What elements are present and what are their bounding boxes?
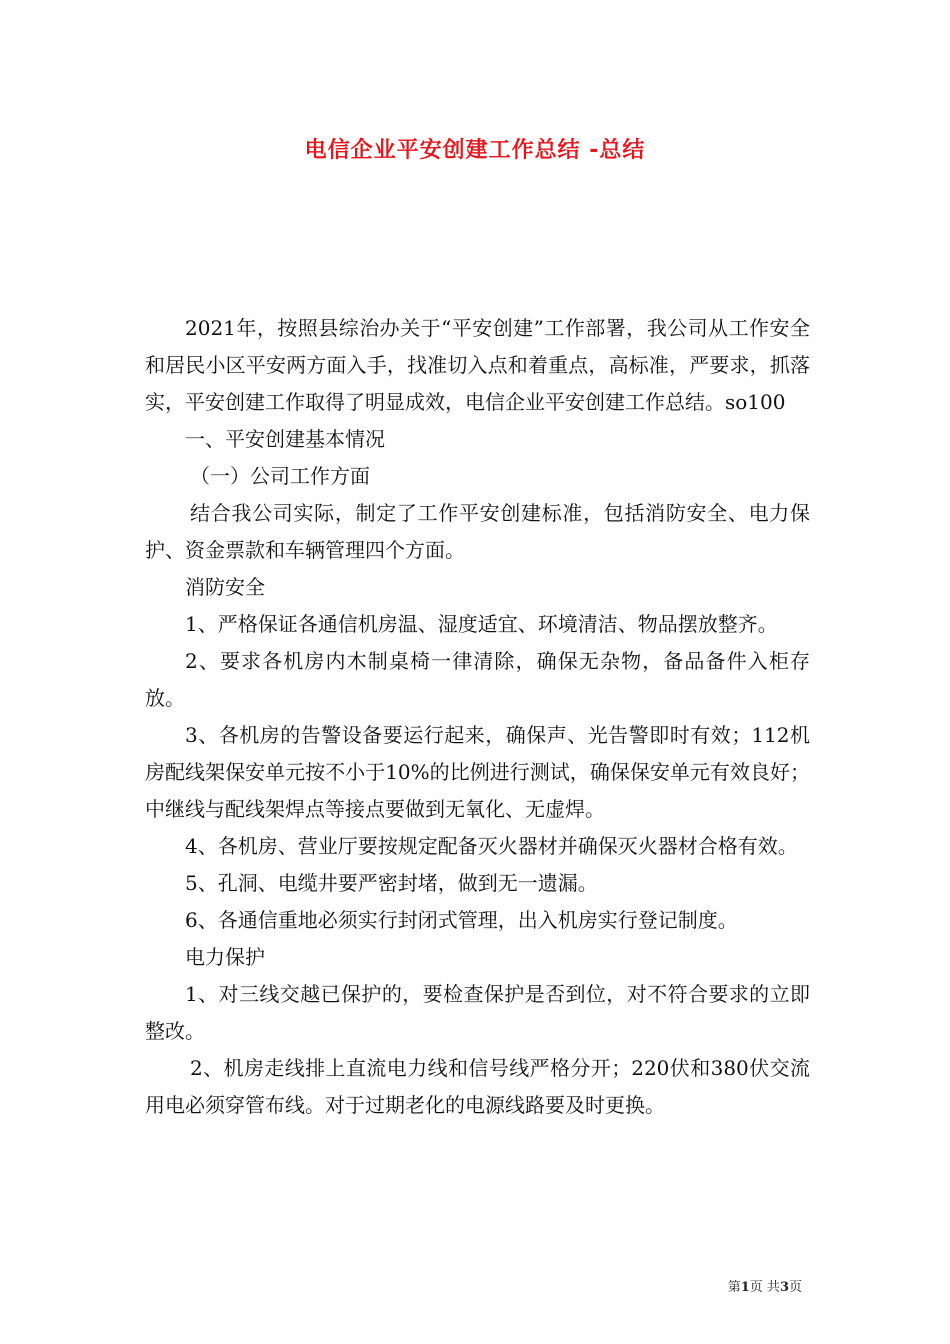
list-item: 4、各机房、营业厅要按规定配备灭火器材并确保灭火器材合格有效。 [185,834,798,858]
list-item: 5、孔洞、电缆井要严密封堵，做到无一遗漏。 [185,871,598,895]
list-item: 6、各通信重地必须实行封闭式管理，出入机房实行登记制度。 [185,908,738,932]
list-item: 3、各机房的告警设备要运行起来，确保声、光告警即时有效；112机房配线架保安单元按不小于10%的比例进行测试，确保保安单元有效良好；中继线与配线架焊点等接点要做到无氧化、无虚焊。 [145,723,810,821]
paragraph: 结合我公司实际，制定了工作平安创建标准，包括消防安全、电力保护、资金票款和车辆管理四个方面。 [145,501,810,562]
list-item: 1、对三线交越已保护的，要检查保护是否到位，对不符合要求的立即整改。 [145,982,810,1043]
list-item: 1、严格保证各通信机房温、湿度适宜、环境清洁、物品摆放整齐。 [185,612,778,636]
list-item: 2、机房走线排上直流电力线和信号线严格分开；220伏和380伏交流用电必须穿管布线。对于过期老化的电源线路要及时更换。 [145,1056,810,1117]
page-number: 第1页 共3页 [727,1280,802,1295]
section-heading: 一、平安创建基本情况 [185,427,385,451]
subsection-heading: （一）公司工作方面 [190,464,370,488]
document-body [145,310,810,1124]
document-title: 电信企业平安创建工作总结 -总结 [304,138,646,163]
list-item: 2、要求各机房内木制桌椅一律清除，确保无杂物，备品备件入柜存放。 [145,649,810,710]
category-heading: 消防安全 [185,575,265,599]
category-heading: 电力保护 [185,945,265,969]
paragraph: 2021年，按照县综治办关于“平安创建”工作部署，我公司从工作安全和居民小区平安两方面入手，找准切入点和着重点，高标准，严要求，抓落实，平安创建工作取得了明显成效，电信企业平安创建工作总结。so100 [145,316,810,414]
